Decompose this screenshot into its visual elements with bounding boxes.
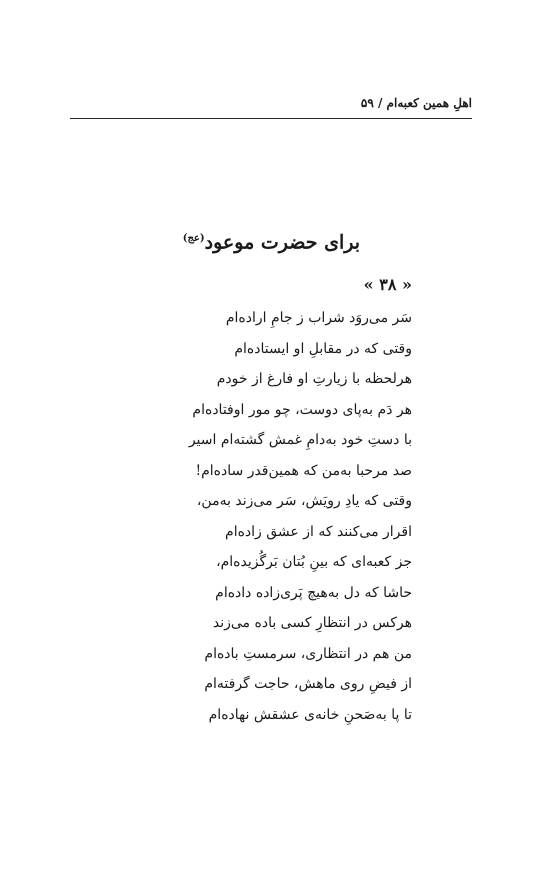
verse-line: جز کعبه‌ای که بینِ بُتان بَرگُزیده‌ام، — [216, 554, 412, 570]
verse-line: اقرار می‌کنند که از عشق زاده‌ام — [225, 523, 412, 540]
poem-number: « ۳۸ » — [363, 275, 412, 294]
verse-line: هر دَم به‌پای دوست، چو مور اوفتاده‌ام — [192, 401, 412, 418]
verse-line: صد مرحبا به‌من که همین‌قدر ساده‌ام! — [195, 462, 412, 479]
poem-verses — [180, 303, 412, 730]
verse-line: وقتی که در مقابلِ او ایستاده‌ام — [234, 340, 412, 357]
header-divider — [70, 118, 472, 119]
verse-line: وقتی که یادِ رویَش، سَر می‌زند به‌من، — [196, 493, 412, 509]
verse-line: هرکس در انتظارِ کسی باده می‌زند — [212, 615, 412, 631]
poem-title — [140, 222, 360, 259]
verse-line: من هم در انتظاری، سرمستِ باده‌ام — [204, 645, 412, 662]
poem-title-text: برای حضرت موعود — [204, 231, 360, 254]
verse-line: از فیضِ روی ماهش، حاجت گرفته‌ام — [204, 676, 412, 692]
verse-line: سَر می‌روَد شراب ز جامِ اراده‌ام — [225, 310, 412, 326]
running-header: اهلِ همین کعبه‌ام / ۵۹ — [360, 96, 472, 110]
verse-line: با دستِ خود به‌دامِ غمش گشته‌ام اسیر — [188, 432, 412, 448]
verse-line: هرلحظه با زیارتِ او فارغ از خودم — [216, 371, 412, 387]
verse-line: تا پا به‌صَحنِ خانه‌ی عشقش نهاده‌ام — [208, 706, 412, 723]
poem-title-honorific: (عج) — [182, 233, 205, 244]
verse-line: حاشا که دل به‌هیچ پَری‌زاده داده‌ام — [215, 584, 412, 601]
